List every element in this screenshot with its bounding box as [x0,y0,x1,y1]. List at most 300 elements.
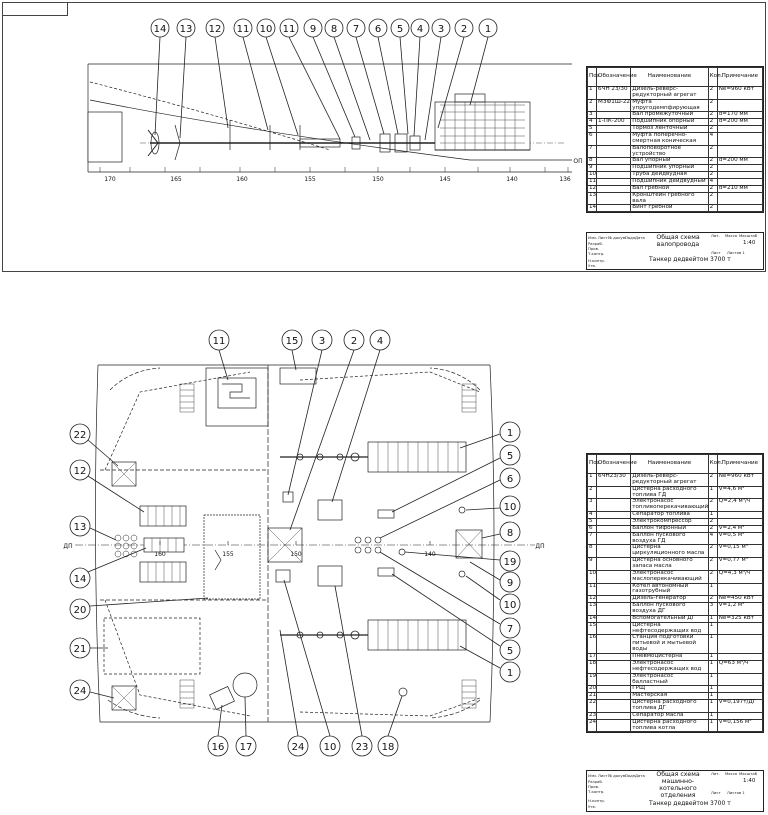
spec-row [588,719,763,732]
spec-row [588,205,763,212]
spec-row [588,635,763,654]
spec-cell: Цистерна расходного топлива ДГ [631,700,708,713]
spec-header-cell: Поз. [588,455,597,474]
tb-label-date: Дата [635,235,645,240]
spec-cell: Подшипник упорный [631,165,708,172]
callout-label: 9 [506,578,514,589]
callout-14 [151,19,169,135]
callout-20 [70,598,208,619]
callout-label: 11 [236,24,250,35]
spec-cell [717,622,762,635]
spec-cell [717,145,762,158]
spec-cell [597,660,631,673]
tb-label-scale: Масштаб [739,771,758,776]
spec-cell: 8 [588,545,597,558]
spec-cell [597,519,631,526]
spec-cell: Сепаратор топлива [631,512,708,519]
callout-label: 11 [282,24,296,35]
callout-8 [482,522,520,542]
tb-label-list: Лист [598,235,608,240]
callout-label: 13 [73,522,87,533]
spec-cell: 2 [708,192,717,205]
spec-cell [597,545,631,558]
spec-cell [717,99,762,112]
spec-cell: 23 [589,711,597,718]
spec-cell: 1 [708,512,717,519]
spec-cell: 16 [588,635,597,654]
tb-label-mass: Масса [725,233,738,238]
spec-cell [717,172,762,179]
spec-cell: 22 [588,700,597,713]
callout-24-bottom [280,630,308,756]
spec-row [588,133,763,146]
spec-cell: 2 [588,99,597,112]
spec-cell [597,654,631,661]
spec-cell: Пневмоцистерна [631,654,708,661]
spec-cell: 7 [588,532,597,545]
spec-cell: 2 [708,596,717,603]
callout-label: 12 [73,466,87,477]
spec-cell: Ne=960 кВт [717,87,762,100]
tb-label-doc: № докум. [608,773,627,778]
spec-row [588,145,763,158]
spec-cell: 14 [589,204,597,211]
spec-row [588,615,763,622]
callout-label: 11 [212,336,226,347]
tb-label-utv: Утв. [588,804,596,809]
callout-label: 5 [396,24,404,35]
callout-label: 10 [259,24,273,35]
spec-cell: 1 [708,686,717,693]
tb-label-mass: Масса [725,771,738,776]
spec-cell: Электрокомпрессор [631,519,708,526]
tb-label-scale: Масштаб [739,233,758,238]
spec-cell: Цистерна расходного топлива ГД [631,486,708,499]
lower-scale: 1:40 [743,778,756,784]
spec-cell: 1 [708,622,717,635]
spec-cell [597,133,631,146]
spec-cell: 17 [589,653,597,660]
callout-label: 5 [506,451,514,462]
spec-row [588,558,763,571]
upper-scale: 1:40 [743,240,756,246]
tb-label-razrab: Разраб. [588,779,603,784]
baseline-label: ОП [573,158,583,165]
spec-cell: 2 [708,474,717,487]
spec-cell: Винт гребной [631,205,708,212]
spec-cell: V=0,5 м³ [717,532,762,545]
spec-cell: 1 [588,87,597,100]
spec-cell: 2 [708,119,717,126]
spec-row [588,700,763,713]
spec-cell [717,192,762,205]
tb-label-sheets: Листов 1 [727,250,745,255]
spec-cell: Кронштейн гребного вала [631,192,708,205]
frame-label: 165 [170,176,182,183]
spec-header-cell: Наименование [631,68,708,87]
spec-cell [597,158,631,165]
spec-cell: Станция подготовки питьевой и мытьевой воды [631,635,708,654]
spec-cell: 1 [708,654,717,661]
spec-cell: 5 [588,126,597,133]
spec-cell: 2 [708,158,717,165]
frame-label: 170 [104,176,116,183]
spec-cell: d=170 мм [717,112,762,119]
tb-label-tkontr: Т.контр. [588,789,605,794]
spec-cell [597,185,631,192]
spec-cell: 6ЧН 23/30 [597,87,631,100]
tb-label-nkontr: Н.контр. [588,798,605,803]
spec-cell [597,165,631,172]
spec-cell [597,179,631,186]
callout-label: 3 [437,24,445,35]
spec-cell: 1 [708,700,717,713]
tb-label-izm: Изм. [588,235,597,240]
spec-cell [597,525,631,532]
callout-label: 12 [208,24,222,35]
callout-13 [177,19,195,138]
spec-cell: 2 [708,99,717,112]
callout-label: 5 [506,646,514,657]
spec-cell: 4 [708,532,717,545]
spec-row [588,583,763,596]
upper-ship-name: Танкер дедвейтом 3700 т [649,256,731,263]
callout-label: 21 [73,644,87,655]
spec-cell: Электронасос маслоперекачивающий [631,570,708,583]
spec-cell: 2 [708,570,717,583]
spec-cell: 24 [588,719,597,732]
tb-label-sheets: Листов 1 [727,790,745,795]
spec-cell: 2 [708,126,717,133]
spec-cell: Ne=960 кВт [717,474,762,487]
spec-row [588,660,763,673]
spec-cell: 1 [708,583,717,596]
tb-label-prov: Пров. [588,246,600,251]
spec-cell: 1 [708,615,717,622]
callout-label: 19 [503,557,517,568]
callout-label: 16 [211,742,225,753]
frame-label: 150 [290,551,302,558]
spec-cell: Электронасос нефтесодержащих вод [631,660,708,673]
frame-label: 160 [154,551,166,558]
spec-cell: Вал упорный [631,158,708,165]
spec-cell: Валоповоротное устройство [631,145,708,158]
spec-row [588,545,763,558]
frame-label: 155 [222,551,234,558]
lower-title: Общая схема машинно-котельного отделения [656,771,700,800]
centerline-label-left: ДП [63,543,73,550]
tb-label-list: Лист [598,773,608,778]
spec-row [588,673,763,686]
callout-4-lower [332,330,390,502]
spec-cell: 3 [588,499,597,512]
spec-row [588,603,763,616]
callout-6 [380,468,520,538]
frame-label: 145 [439,176,451,183]
spec-cell [717,673,762,686]
spec-cell [597,712,631,719]
spec-header-cell: Наименование [631,455,708,474]
tb-label-sheet: Лист [711,250,721,255]
spec-cell [717,165,762,172]
spec-cell: 4 [708,179,717,186]
spec-cell [597,512,631,519]
frame-label: 140 [424,551,436,558]
centerline-label-right: ДП [535,543,545,550]
lower-ship-name: Танкер дедвейтом 3700 т [649,800,731,807]
spec-cell: МЗФ1Ш-22 [597,99,631,112]
callout-label: 9 [309,24,317,35]
spec-cell [597,615,631,622]
callout-label: 10 [503,600,517,611]
callout-label: 1 [484,24,492,35]
spec-cell [717,126,762,133]
frame-label: 160 [236,176,248,183]
callout-1 [470,19,497,105]
spec-cell: 2 [708,558,717,571]
callout-label: 2 [350,336,358,347]
spec-cell: 2 [708,519,717,526]
callout-label: 7 [506,624,514,635]
spec-cell: Ne=325 кВт [717,615,762,622]
spec-cell: V=0,77 м³ [717,558,762,571]
spec-cell [597,205,631,212]
spec-cell: Q=4,3 м³/ч [717,570,762,583]
callout-label: 15 [285,336,299,347]
tb-label-tkontr: Т.контр. [588,251,605,256]
spec-cell [597,603,631,616]
spec-cell: 2 [708,172,717,179]
callout-label: 3 [318,336,326,347]
tb-label-lit: Лит. [711,233,720,238]
spec-cell: Баллон пускового воздуха ДГ [631,603,708,616]
callout-label: 2 [460,24,468,35]
spec-cell: V=1,2 м³ [717,603,762,616]
upper-spec-table [586,66,764,213]
callout-9 [304,19,355,137]
callout-label: 8 [330,24,338,35]
spec-cell: 7 [588,145,597,158]
callout-label: 24 [291,742,305,753]
spec-cell: Муфта поперечно-смертная коническая [631,133,708,146]
spec-cell [597,499,631,512]
callout-label: 1 [506,668,514,679]
spec-cell: 10 [588,570,597,583]
spec-cell: 12 [589,184,597,191]
spec-cell: 1 [708,693,717,700]
callout-3-lower [285,330,332,495]
spec-cell: Котел автономный газотрубный [631,583,708,596]
callout-label: 24 [73,686,87,697]
spec-cell: 11 [588,583,597,596]
spec-cell: d=210 мм [717,185,762,192]
spec-cell: 1 [708,719,717,732]
callout-label: 1 [506,428,514,439]
spec-cell: Муфта упругодемпфирующая [631,99,708,112]
spec-cell: 1 [708,486,717,499]
spec-cell: 2 [708,87,717,100]
spec-header-cell: Обозначение [597,455,631,474]
spec-cell: 4 [588,119,597,126]
callout-label: 14 [73,574,87,585]
spec-row [588,622,763,635]
spec-cell: Труба дейдвудная [631,172,708,179]
spec-cell: V=0,156 м³ [717,719,762,732]
spec-row [588,686,763,693]
spec-cell: 14 [589,614,597,621]
spec-cell: 20 [589,685,597,692]
spec-cell: Q=63 м³/ч [717,660,762,673]
spec-cell: 1 [708,712,717,719]
lower-spec-table [586,453,764,733]
spec-cell [597,622,631,635]
spec-cell [717,205,762,212]
spec-cell: 19 [588,673,597,686]
spec-cell: Q=2,4 м³/ч [717,499,762,512]
spec-row [588,192,763,205]
spec-cell: d=200 мм [717,158,762,165]
spec-cell: Вспомогательный ДГ [631,615,708,622]
spec-cell: Подшипник дейдвудный [631,179,708,186]
tb-label-doc: № докум. [608,235,627,240]
callout-label: 4 [376,336,384,347]
callout-label: 8 [506,528,514,539]
spec-cell: 2 [588,486,597,499]
spec-cell [597,172,631,179]
spec-cell: 6 [588,525,597,532]
spec-cell: 2 [708,545,717,558]
spec-cell [597,570,631,583]
spec-cell: V=2,4 м³ [717,525,762,532]
spec-cell: 12 [589,595,597,602]
spec-cell [597,596,631,603]
tb-label-razrab: Разраб. [588,241,603,246]
spec-cell: Электронасос балластный [631,673,708,686]
spec-cell: Цистерна расходного топлива котла [631,719,708,732]
spec-cell: Баллон пускового воздуха ГД [631,532,708,545]
spec-cell: Баллон тифонный [631,525,708,532]
callout-6 [369,19,398,134]
spec-cell [597,192,631,205]
spec-header-cell: Обозначение [597,68,631,87]
spec-header-cell: Поз. [588,68,597,87]
lower-title-block [586,770,764,812]
spec-cell: 6 [588,133,597,146]
spec-cell: Дизель-реверс-редукторный агрегат [631,87,708,100]
callout-label: 13 [179,24,193,35]
spec-cell: ГРЩ [631,686,708,693]
spec-cell [597,635,631,654]
spec-cell [717,583,762,596]
spec-cell: Цистерна нефтесодержащих вод [631,622,708,635]
spec-row [588,87,763,100]
spec-cell: 9 [588,165,597,172]
spec-cell [597,126,631,133]
spec-cell: 21 [589,692,597,699]
spec-cell: Дизель-реверс-редукторный агрегат [631,474,708,487]
spec-header-cell: Примечание [717,68,762,87]
spec-cell [597,532,631,545]
spec-cell [717,133,762,146]
callout-label: 6 [374,24,382,35]
callout-label: 6 [506,474,514,485]
spec-cell: V=4,6 м³ [717,486,762,499]
spec-cell: 2 [708,112,717,119]
spec-cell: 2 [708,499,717,512]
spec-cell [597,700,631,713]
spec-cell [597,583,631,596]
spec-cell: Ne=450 кВт [717,596,762,603]
spec-cell: 15 [588,622,597,635]
spec-cell: 13 [588,192,597,205]
tb-label-lit: Лит. [711,771,720,776]
spec-cell [597,145,631,158]
spec-header-cell: Кол. [708,68,717,87]
spec-cell [597,673,631,686]
tb-label-date: Дата [635,773,645,778]
upper-title: Общая схема валопровода [656,234,700,249]
callout-label: 4 [416,24,424,35]
tb-label-utv: Утв. [588,263,596,268]
callout-label: 10 [323,742,337,753]
spec-row [588,570,763,583]
callout-label: 10 [503,502,517,513]
callout-23 [335,586,372,756]
spec-cell: 6ЧН23/30 [597,474,631,487]
spec-cell [717,635,762,654]
spec-cell: Электронасос топливоперекачивающий [632,498,709,511]
spec-cell: Сепаратор масла [631,712,708,719]
spec-cell: 2 [708,185,717,192]
tb-label-sign: Подп. [625,773,637,778]
spec-row [588,499,763,512]
tb-label-sign: Подп. [625,235,637,240]
spec-cell: V=0,15 м³ [717,545,762,558]
spec-cell: d=200 мм [717,119,762,126]
spec-cell: Вал гребной [631,185,708,192]
spec-cell: 9 [588,558,597,571]
spec-cell: Вал промежуточный [631,112,708,119]
spec-cell [597,686,631,693]
spec-cell [597,558,631,571]
callout-label: 7 [352,24,360,35]
spec-cell [717,512,762,519]
tb-label-nkontr: Н.контр. [588,258,605,263]
callout-label: 17 [239,742,253,753]
spec-cell: Цистерна циркуляционного масла [631,545,708,558]
spec-cell: 13 [588,603,597,616]
spec-cell [597,693,631,700]
frame-label: 140 [506,176,518,183]
spec-cell: 3 [708,603,717,616]
spec-cell: 3 [588,112,597,119]
spec-cell: 2 [708,205,717,212]
spec-cell: Дизель-генератор [631,596,708,603]
callout-5 [391,19,409,134]
spec-header-cell: Кол. [708,455,717,474]
frame-label: 136 [559,176,571,183]
spec-cell: 2 [708,525,717,532]
spec-cell: 4 [708,133,717,146]
spec-cell: 8 [588,158,597,165]
spec-cell: 1 [588,474,597,487]
frame-label: 150 [372,176,384,183]
spec-cell: 5 [588,519,597,526]
spec-cell: 11 [589,178,597,185]
spec-cell: Подшипник опорный [631,119,708,126]
spec-cell: Цистерна основного запаса масла [631,558,708,571]
callout-label: 18 [381,742,395,753]
